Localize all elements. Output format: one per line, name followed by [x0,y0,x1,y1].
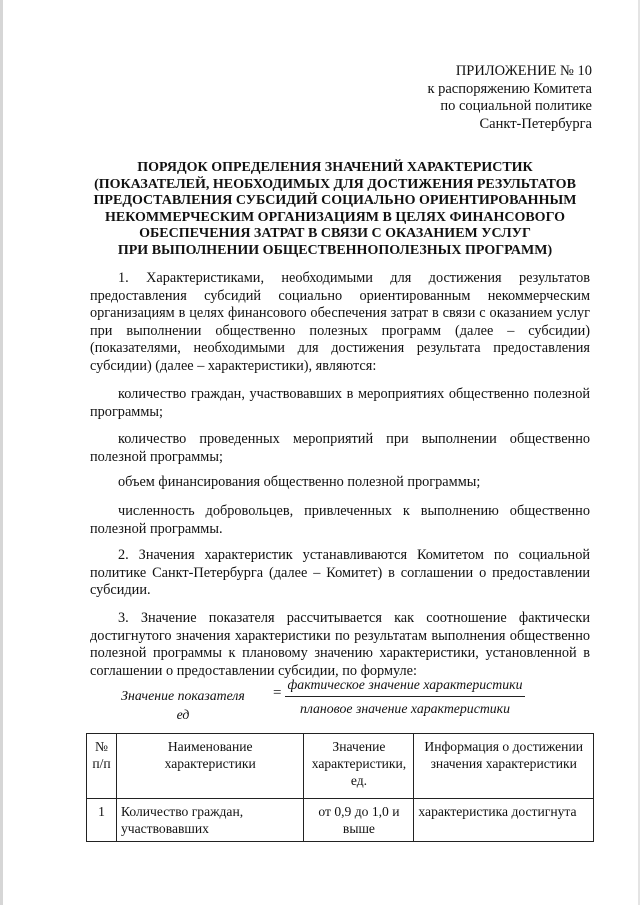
appendix-line-4: Санкт-Петербурга [479,115,592,132]
paragraph-7 [90,610,590,680]
scan-left-edge [0,0,3,905]
paragraph-3-text: количество проведенных мероприятий при выполнении общественно полезной программы; [90,431,590,465]
header-info: Информация о достижении значения характеристики [414,734,594,799]
cell-name: Количество граждан, участвовавших [116,799,304,842]
cell-value: от 0,9 до 1,0 и выше [304,799,414,842]
formula-equals-sign: = [273,685,282,701]
formula-left-side [118,686,248,724]
indicator-formula [90,677,590,727]
paragraph-5 [90,503,590,538]
paragraph-7-text: 3. Значение показателя рассчитывается как соотношение фактически достигнутого значения характеристики по результатам выполнения общественно полезной программы к плановому значению характеристики, установленной в соглашении о предоставлении субсидии, по формуле: [90,610,590,679]
paragraph-4 [90,474,590,492]
paragraph-3 [90,431,590,466]
paragraph-6-text: 2. Значения характеристик устанавливаются Комитетом по социальной политике Санкт-Петербурга (далее – Комитет) в соглашении о предоставлении субсидии. [90,547,590,599]
title-line: ПОРЯДОК ОПРЕДЕЛЕНИЯ ЗНАЧЕНИЙ ХАРАКТЕРИСТИК [137,160,533,175]
paragraph-1 [90,270,590,376]
appendix-header [427,63,592,133]
document-title [70,160,600,259]
characteristics-table [86,733,594,842]
formula-numerator: фактическое значение характеристики [287,677,523,692]
paragraph-2 [90,386,590,421]
title-line: ПРЕДОСТАВЛЕНИЯ СУБСИДИЙ СОЦИАЛЬНО ОРИЕНТИРОВАННЫМ [93,193,577,208]
title-line: НЕКОММЕРЧЕСКИМ ОРГАНИЗАЦИЯМ В ЦЕЛЯХ ФИНАНСОВОГО [104,209,566,225]
formula-fraction-bar [285,696,525,697]
paragraph-6 [90,547,590,600]
formula-left-label: Значение показателя [121,688,245,703]
formula-left-unit: ед [176,707,190,722]
formula-denominator: плановое значение характеристики [299,701,511,716]
title-line: (ПОКАЗАТЕЛЕЙ, НЕОБХОДИМЫХ ДЛЯ ДОСТИЖЕНИЯ РЕЗУЛЬТАТОВ [94,176,576,192]
cell-number: 1 [87,799,117,842]
paragraph-2-text: количество граждан, участвовавших в мероприятиях общественно полезной программы; [90,386,590,420]
title-line: ОБЕСПЕЧЕНИЯ ЗАТРАТ В СВЯЗИ С ОКАЗАНИЕМ УСЛУГ [139,226,531,241]
header-number: № п/п [87,734,117,799]
title-line: ПРИ ВЫПОЛНЕНИИ ОБЩЕСТВЕННОПОЛЕЗНЫХ ПРОГРАММ) [117,242,553,258]
appendix-line-2: к распоряжению Комитета [427,80,592,97]
paragraph-1-text: 1. Характеристиками, необходимыми для достижения результатов предоставления субсидий социально ориентированным некоммерческим организациям в целях финансового обеспечения затрат в связи с оказанием услуг при выполнении общественно полезных программ (далее – субсидии) (показателями, необходимыми для достижения результата предоставления субсидии) (далее – характеристики), являются: [90,270,590,374]
appendix-number: ПРИЛОЖЕНИЕ № 10 [455,63,592,79]
paragraph-4-text: объем финансирования общественно полезной программы; [118,474,481,490]
table-row [87,799,594,842]
paragraph-5-text: численность добровольцев, привлеченных к выполнению общественно полезной программы. [90,503,590,537]
header-value: Значение характеристики, ед. [304,734,414,799]
cell-info: характеристика достигнута [414,799,594,842]
table-header-row [87,734,594,799]
appendix-line-3: по социальной политике [440,98,592,114]
header-name: Наименование характеристики [116,734,304,799]
